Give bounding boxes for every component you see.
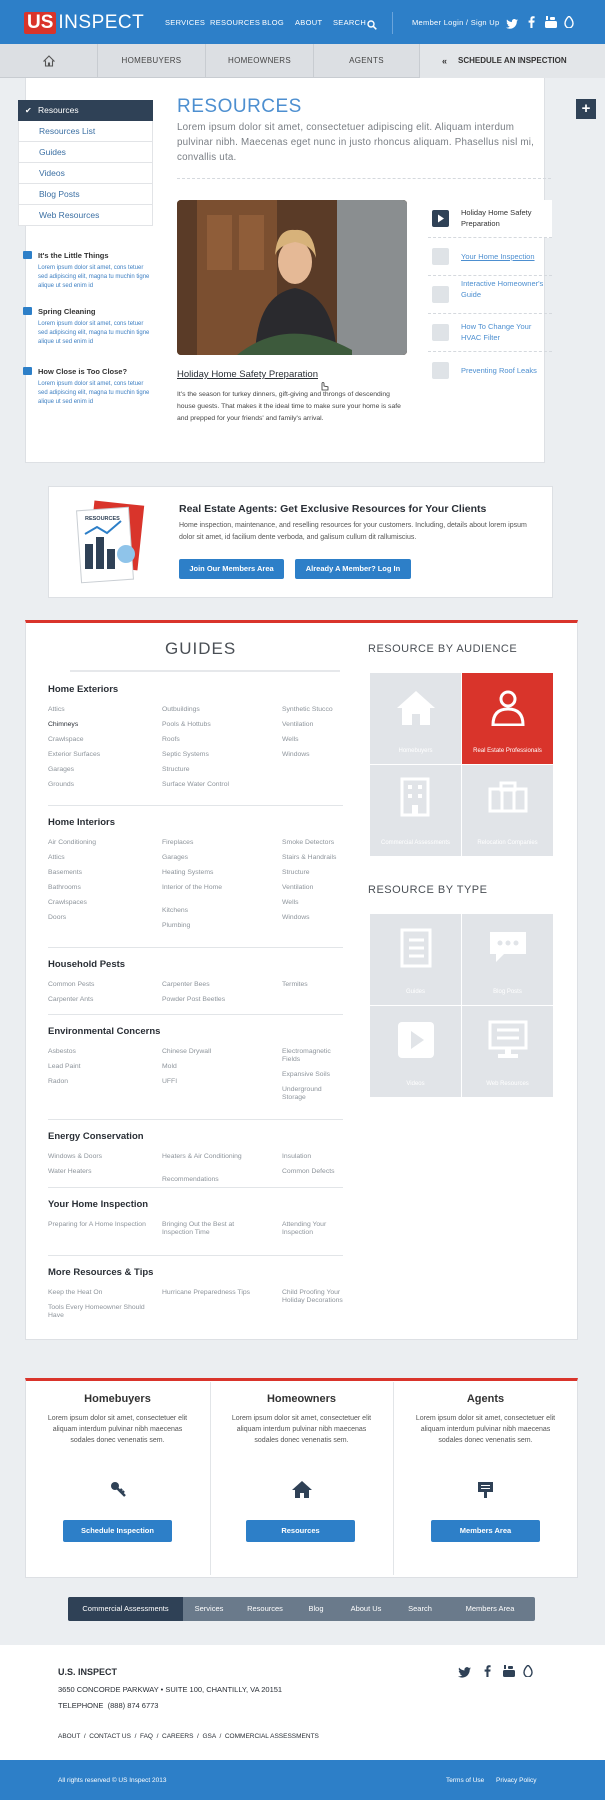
divider (48, 1187, 343, 1188)
schedule-inspection-button[interactable]: Schedule Inspection (63, 1520, 172, 1542)
sidebar-post-body: Lorem ipsum dolor sit amet, cons tetuer sed adipiscing elit, magna tu muchin tigne alique ut sed enim id (38, 265, 150, 289)
guide-link[interactable]: Basements (48, 869, 83, 876)
divider (177, 178, 551, 179)
document-icon (432, 324, 449, 341)
guide-link[interactable]: Roofs (162, 736, 180, 743)
tile-label: Blog Posts (493, 989, 522, 995)
sidebar-post[interactable] (38, 367, 150, 407)
site-footer (0, 1645, 605, 1760)
featured-video[interactable] (177, 200, 407, 355)
post-icon (23, 251, 32, 259)
sidebar-post-title: Spring Cleaning (38, 307, 96, 316)
twitter-icon[interactable] (458, 1665, 471, 1683)
divider (48, 805, 343, 806)
divider (48, 1119, 343, 1120)
sidebar-item-guides[interactable]: Guides (18, 142, 153, 163)
sidebar-post[interactable] (38, 251, 150, 291)
guide-link[interactable]: Attics (48, 706, 65, 713)
column-body: Lorem ipsum dolor sit amet, consectetuer elit aliquam interdum pulvinar nibh maecenas sodales donec venenatis sem. (47, 1415, 188, 1444)
bottom-nav-commercial[interactable]: Commercial Assessments (68, 1597, 183, 1621)
column-homebuyers (25, 1393, 210, 1573)
document-icon (432, 248, 449, 265)
guide-link[interactable]: Chimneys (48, 721, 79, 728)
guide-link[interactable]: Air Conditioning (48, 839, 96, 846)
tile-label: Relocation Companies (477, 840, 538, 846)
resource-list-label: Holiday Home Safety Preparation (461, 208, 532, 228)
bottom-nav-search[interactable]: Search (408, 1604, 432, 1613)
post-icon (23, 307, 32, 315)
guide-link[interactable]: Structure (282, 869, 310, 876)
tile-label: Commercial Assessments (380, 840, 451, 846)
guide-link[interactable]: Windows & Doors (48, 1153, 103, 1160)
play-icon (396, 1020, 436, 1060)
sidebar-post[interactable] (38, 307, 150, 347)
tile-real-estate[interactable] (462, 673, 553, 764)
bottom-nav-blog[interactable]: Blog (308, 1604, 324, 1613)
resource-list-label: Interactive Homeowner's Guide (461, 279, 544, 299)
divider (48, 1255, 343, 1256)
tile-guides[interactable] (370, 914, 461, 1005)
bottom-nav-resources[interactable]: Resources (247, 1604, 283, 1613)
audience-title: RESOURCE BY AUDIENCE (368, 643, 518, 655)
house-icon (397, 691, 435, 725)
tile-label: Videos (406, 1081, 425, 1087)
blog-icon[interactable] (523, 1664, 533, 1682)
tile-label: Guides (405, 989, 425, 995)
header-divider (392, 12, 393, 34)
sub-navigation (0, 44, 605, 78)
agents-promo-card (48, 486, 553, 598)
key-icon (110, 1481, 127, 1498)
guide-category-title: Energy Conservation (48, 1131, 144, 1142)
logo[interactable] (24, 12, 144, 34)
guide-link[interactable]: Carpenter Ants (48, 996, 94, 1003)
guide-category-title: Home Exteriors (48, 684, 119, 695)
bottom-nav-members[interactable]: Members Area (465, 1604, 515, 1613)
member-login-link[interactable]: Member Login / Sign Up (412, 18, 500, 27)
resources-button[interactable]: Resources (246, 1520, 355, 1542)
notebook-icon (398, 928, 432, 968)
resource-list-item[interactable] (428, 352, 552, 390)
subnav-homeowners[interactable]: HOMEOWNERS (206, 44, 314, 78)
footer-company: U.S. INSPECT (58, 1667, 118, 1677)
column-agents (393, 1393, 578, 1573)
guide-category-title: Environmental Concerns (48, 1026, 161, 1037)
agents-promo-body: Home inspection, maintenance, and reselling resources for your customers. Including, details about lorem ipsum dolor sit amet, id facilium dente verboda, and galisum cullum dit rallumiscius. (179, 522, 527, 541)
guide-category-title: Household Pests (48, 959, 126, 970)
tile-label: Real Estate Professionals (473, 748, 542, 754)
join-members-button[interactable]: Join Our Members Area (179, 559, 284, 579)
copyright-bar (0, 1760, 605, 1800)
divider (70, 670, 340, 672)
guide-link[interactable]: Outbuildings (162, 706, 200, 713)
guide-link[interactable]: Wells (282, 736, 299, 743)
column-homeowners (210, 1393, 393, 1573)
guide-link[interactable]: Tools Every Homeowner Should Have (48, 1304, 145, 1319)
guide-link[interactable]: Heaters & Air Conditioning (162, 1153, 242, 1160)
twitter-icon[interactable] (506, 16, 518, 34)
guide-link[interactable]: Grounds (48, 781, 75, 788)
column-body: Lorem ipsum dolor sit amet, consectetuer elit aliquam interdum pulvinar nibh maecenas sodales donec venenatis sem. (231, 1415, 372, 1444)
briefcase-icon (488, 781, 528, 813)
chat-icon (432, 286, 449, 303)
resources-illustration (71, 499, 146, 587)
guide-link[interactable]: Attics (48, 854, 65, 861)
telephone-label: TELEPHONE (58, 1701, 104, 1710)
guide-link[interactable]: Ventilation (282, 884, 314, 891)
guide-link[interactable]: Windows (282, 751, 310, 758)
video-description: It's the season for turkey dinners, gift-giving and throngs of descending house guests. That makes it the ideal time to make sure your home is safe and prepped for your friends' and family's arrival. (177, 391, 401, 422)
guide-link[interactable]: Underground Storage (282, 1086, 322, 1101)
guide-link[interactable]: Lead Paint (48, 1063, 81, 1070)
facebook-icon[interactable] (528, 15, 535, 33)
nav-resources[interactable]: RESOURCES (210, 18, 261, 27)
tile-blog-posts[interactable] (462, 914, 553, 1005)
sidebar-item-web-resources[interactable]: Web Resources (18, 205, 153, 226)
youtube-icon[interactable] (503, 1664, 515, 1682)
guide-link[interactable]: Synthetic Stucco (282, 706, 333, 713)
check-icon: ✔ (25, 106, 32, 115)
guide-link[interactable]: Plumbing (162, 922, 191, 929)
telephone-number[interactable]: (888) 874 6773 (107, 1701, 159, 1710)
tile-label: Homebuyers (398, 748, 433, 754)
guide-link[interactable]: Termites (282, 981, 308, 988)
guide-link[interactable]: Garages (162, 854, 189, 861)
sidebar-post-title: It's the Little Things (38, 251, 109, 260)
guide-link[interactable]: Structure (162, 766, 190, 773)
footer-address: 3650 CONCORDE PARKWAY • SUITE 100, CHANTILLY, VA 20151 (58, 1685, 283, 1694)
guide-link[interactable]: Child Proofing Your Holiday Decorations (282, 1289, 343, 1304)
search-icon[interactable] (367, 17, 377, 35)
home-link[interactable] (0, 44, 98, 78)
column-title: Agents (466, 1393, 505, 1405)
resource-list-label: How To Change Your HVAC Filter (461, 322, 532, 342)
tile-commercial[interactable] (370, 765, 461, 856)
terms-link[interactable]: Terms of Use (446, 1777, 485, 1784)
guide-link[interactable]: UFFI (162, 1078, 178, 1085)
post-icon (23, 367, 32, 375)
resource-list-item[interactable] (428, 200, 552, 238)
guide-link[interactable]: Pools & Hottubs (162, 721, 211, 728)
guide-link[interactable]: Common Pests (48, 981, 95, 988)
video-icon (432, 210, 449, 227)
guide-link[interactable]: Kitchens (162, 907, 189, 914)
person-icon (491, 690, 525, 726)
sidebar-item-resources-list[interactable]: Resources List (18, 121, 153, 142)
home-icon (292, 1481, 312, 1498)
resource-list-item[interactable] (428, 238, 552, 276)
building-icon (400, 777, 430, 817)
guide-link[interactable]: Keep the Heat On (48, 1289, 103, 1296)
bottom-navigation (68, 1597, 535, 1621)
guide-category-title: Your Home Inspection (48, 1199, 149, 1210)
sidebar-item-resources[interactable] (18, 100, 153, 121)
column-title: Homebuyers (84, 1393, 151, 1405)
footer-telephone (58, 1701, 158, 1710)
guide-link[interactable]: Interior of the Home (162, 884, 223, 891)
resources-intro: Lorem ipsum dolor sit amet, consectetuer adipiscing elit. Aliquam interdum pulvinar nibh. Maecenas eget nunc in justo rhoncus aliquam. Phasellus nisl mi, convallis uta. (177, 122, 535, 163)
sidebar-item-blog-posts[interactable]: Blog Posts (18, 184, 153, 205)
guide-link[interactable]: Surface Water Control (162, 781, 229, 788)
guide-link[interactable]: Fireplaces (162, 839, 194, 846)
bottom-nav-about[interactable]: About Us (350, 1604, 382, 1613)
guide-category-title: Home Interiors (48, 817, 116, 828)
illustration-label: RESOURCES (85, 516, 120, 522)
guide-link[interactable]: Stairs & Handrails (282, 854, 337, 861)
guide-link[interactable]: Expansive Soils (282, 1071, 330, 1078)
guide-link[interactable]: Crawlspace (48, 736, 84, 743)
guide-link[interactable]: Water Heaters (48, 1168, 92, 1175)
column-title: Homeowners (266, 1393, 337, 1405)
guide-link[interactable]: Electromagnetic Fields (282, 1048, 331, 1063)
sidebar-label: Resources (38, 105, 79, 115)
guide-link[interactable]: Radon (48, 1078, 69, 1085)
resource-list-item[interactable] (428, 276, 552, 314)
guide-link[interactable]: Wells (282, 899, 299, 906)
tile-web-resources[interactable] (462, 1006, 553, 1097)
youtube-icon[interactable] (545, 15, 557, 33)
guide-link[interactable]: Hurricane Preparedness Tips (162, 1289, 251, 1296)
guide-link[interactable]: Insulation (282, 1153, 312, 1160)
guide-link[interactable]: Bringing Out the Best at Inspection Time (162, 1221, 235, 1236)
guide-link[interactable]: Doors (48, 914, 67, 921)
guide-link[interactable]: Powder Post Beetles (162, 996, 226, 1003)
video-title-link[interactable]: Holiday Home Safety Preparation (177, 369, 318, 380)
tile-videos[interactable] (370, 1006, 461, 1097)
privacy-link[interactable]: Privacy Policy (496, 1777, 537, 1784)
guide-link[interactable]: Exterior Surfaces (48, 751, 101, 758)
guide-link[interactable]: Crawlspaces (48, 899, 87, 906)
home-icon (43, 55, 55, 67)
divider (48, 947, 343, 948)
top-header (0, 0, 605, 44)
tile-homebuyers[interactable] (370, 673, 461, 764)
type-title: RESOURCE BY TYPE (368, 884, 488, 896)
sidebar-post-title: How Close is Too Close? (38, 367, 128, 376)
plus-icon[interactable]: + (576, 99, 596, 119)
guide-link[interactable]: Chinese Drywall (162, 1048, 212, 1055)
double-chevron-left-icon: « (442, 56, 448, 66)
members-area-button[interactable]: Members Area (431, 1520, 540, 1542)
subnav-homebuyers[interactable]: HOMEBUYERS (98, 44, 206, 78)
nav-about[interactable]: ABOUT (295, 18, 323, 27)
sign-icon (477, 1481, 494, 1498)
chat-icon (488, 930, 528, 966)
bottom-nav-services[interactable]: Services (194, 1604, 224, 1613)
guide-link[interactable]: Garages (48, 766, 75, 773)
resource-list-label: Preventing Roof Leaks (461, 366, 537, 375)
guide-link[interactable]: Windows (282, 914, 310, 921)
logo-us: US (24, 12, 56, 34)
agents-promo-title: Real Estate Agents: Get Exclusive Resources for Your Clients (179, 503, 487, 515)
guide-link[interactable]: Recommendations (162, 1176, 219, 1183)
tile-label: Web Resources (486, 1081, 529, 1087)
guide-link[interactable]: Smoke Detectors (282, 839, 335, 846)
nav-search[interactable]: SEARCH (333, 18, 367, 27)
guide-link[interactable]: Bathrooms (48, 884, 81, 891)
divider (48, 1014, 343, 1015)
facebook-icon[interactable] (484, 1664, 491, 1682)
guide-link[interactable]: Mold (162, 1063, 177, 1070)
guide-link[interactable]: Heating Systems (162, 869, 214, 876)
guide-link[interactable]: Ventilation (282, 721, 314, 728)
resource-list-item[interactable] (428, 314, 552, 352)
guide-link[interactable]: Attending Your Inspection (282, 1221, 327, 1236)
tile-relocation[interactable] (462, 765, 553, 856)
page-title: RESOURCES (177, 96, 302, 117)
resource-list-label: Your Home Inspection (461, 252, 535, 261)
nav-services[interactable]: SERVICES (165, 18, 206, 27)
guide-category-title: More Resources & Tips (48, 1267, 154, 1278)
logo-inspect: INSPECT (58, 12, 145, 33)
column-body: Lorem ipsum dolor sit amet, consectetuer elit aliquam interdum pulvinar nibh maecenas sodales donec venenatis sem. (415, 1415, 556, 1444)
guide-link[interactable]: Preparing for A Home Inspection (48, 1221, 146, 1228)
sidebar-item-videos[interactable]: Videos (18, 163, 153, 184)
monitor-icon (488, 1020, 528, 1060)
guide-link[interactable]: Common Defects (282, 1168, 335, 1175)
sidebar-post-body: Lorem ipsum dolor sit amet, cons tetuer sed adipiscing elit, magna tu muchin tigne alique ut sed enim id (38, 321, 150, 345)
guide-link[interactable]: Asbestos (48, 1048, 76, 1055)
guide-link[interactable]: Carpenter Bees (162, 981, 210, 988)
footer-links[interactable]: ABOUT / CONTACT US / FAQ / CAREERS / GSA / COMMERCIAL ASSESSMENTS (58, 1733, 319, 1740)
subnav-agents[interactable]: AGENTS (314, 44, 420, 78)
guides-title: GUIDES (165, 639, 237, 658)
sidebar-post-body: Lorem ipsum dolor sit amet, cons tetuer sed adipiscing elit, magna tu muchin tigne alique ut sed enim id (38, 381, 150, 405)
member-login-button[interactable]: Already A Member? Log In (295, 559, 411, 579)
nav-blog[interactable]: BLOG (262, 18, 285, 27)
schedule-inspection-link[interactable] (420, 44, 605, 78)
copyright-text: All rights reserved © US Inspect 2013 (58, 1777, 167, 1784)
schedule-label: SCHEDULE AN INSPECTION (458, 56, 567, 65)
video-icon (432, 362, 449, 379)
guide-link[interactable]: Septic Systems (162, 751, 209, 758)
blog-icon[interactable] (564, 15, 574, 33)
